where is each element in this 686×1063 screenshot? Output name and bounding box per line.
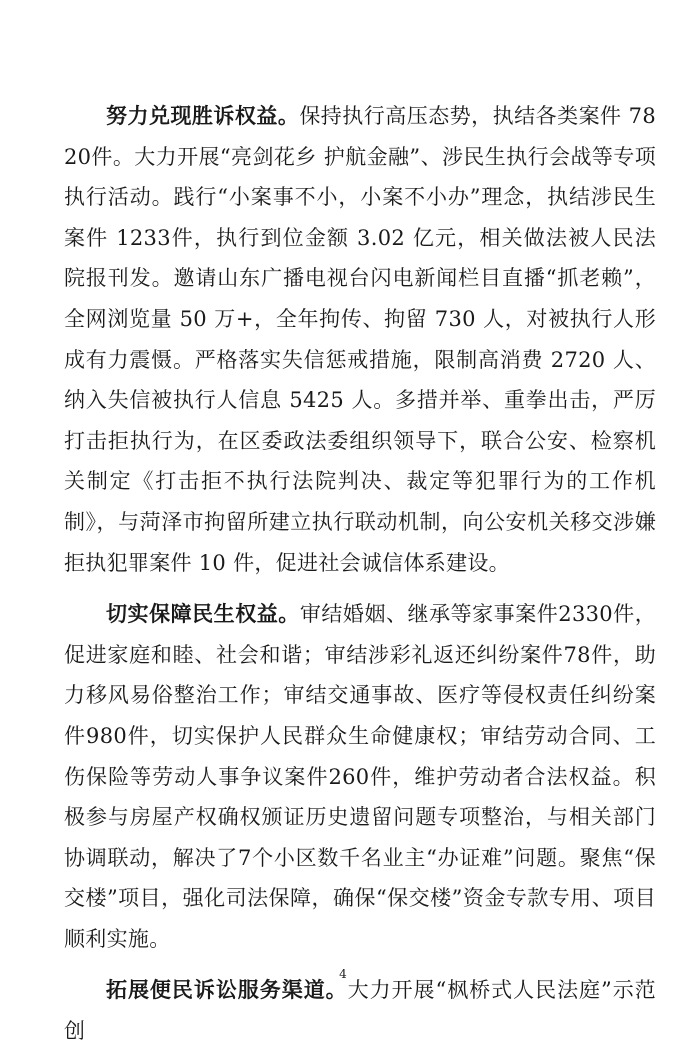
page-number: 4: [339, 967, 347, 981]
paragraph-heading: 拓展便民诉讼服务渠道。: [106, 977, 348, 1003]
paragraph-text: 大力开展“枫桥式人民法庭”示范创: [64, 978, 656, 1044]
paragraph-text: 审结婚姻、继承等家事案件2330件，促进家庭和睦、社会和谐；审结涉彩礼返还纠纷案件78件，助力移风易俗整治工作；审结交通事故、医疗等侵权责任纠纷案件980件，切实保护人民群众生命健康权；审结劳动合同、工伤保险等劳动人事争议案件260件，维护劳动者合法权益。积极参与房屋产权确权颁证历史遗留问题专项整治，与相关部门协调联动，解决了7个小区数千名业主“办证难”问题。聚焦“保交楼”项目，强化司法保障，确保“保交楼”资金专款专用、项目顺利实施。: [64, 602, 657, 951]
paragraph-services: [64, 970, 656, 1051]
paragraph-livelihood: [64, 594, 656, 959]
paragraph-heading: 努力兑现胜诉权益。: [106, 103, 300, 128]
paragraph-heading: 切实保障民生权益。: [106, 601, 300, 627]
paragraph-execution: [64, 96, 656, 583]
document-body: [64, 96, 656, 1063]
paragraph-text: 保持执行高压态势，执结各类案件 7820件。大力开展“亮剑花乡 护航金融”、涉民生执行会战等专项执行活动。践行“小案事不小，小案不小办”理念，执结涉民生案件 1233件，执行到位金额 3.02 亿元，相关做法被人民法院报刊发。邀请山东广播电视台闪电新闻栏目直播“抓老赖”，全网浏览量 50 万+，全年拘传、拘留 730 人，对被执行人形成有力震慑。严格落实失信惩戒措施，限制高消费 2720 人、纳入失信被执行人信息 5425 人。多措并举、重拳出击，严厉打击拒执行为，在区委政法委组织领导下，联合公安、检察机关制定《打击拒不执行法院判决、裁定等犯罪行为的工作机制》，与菏泽市拘留所建立执行联动机制，向公安机关移交涉嫌拒执犯罪案件 10 件，促进社会诚信体系建设。: [64, 104, 657, 575]
